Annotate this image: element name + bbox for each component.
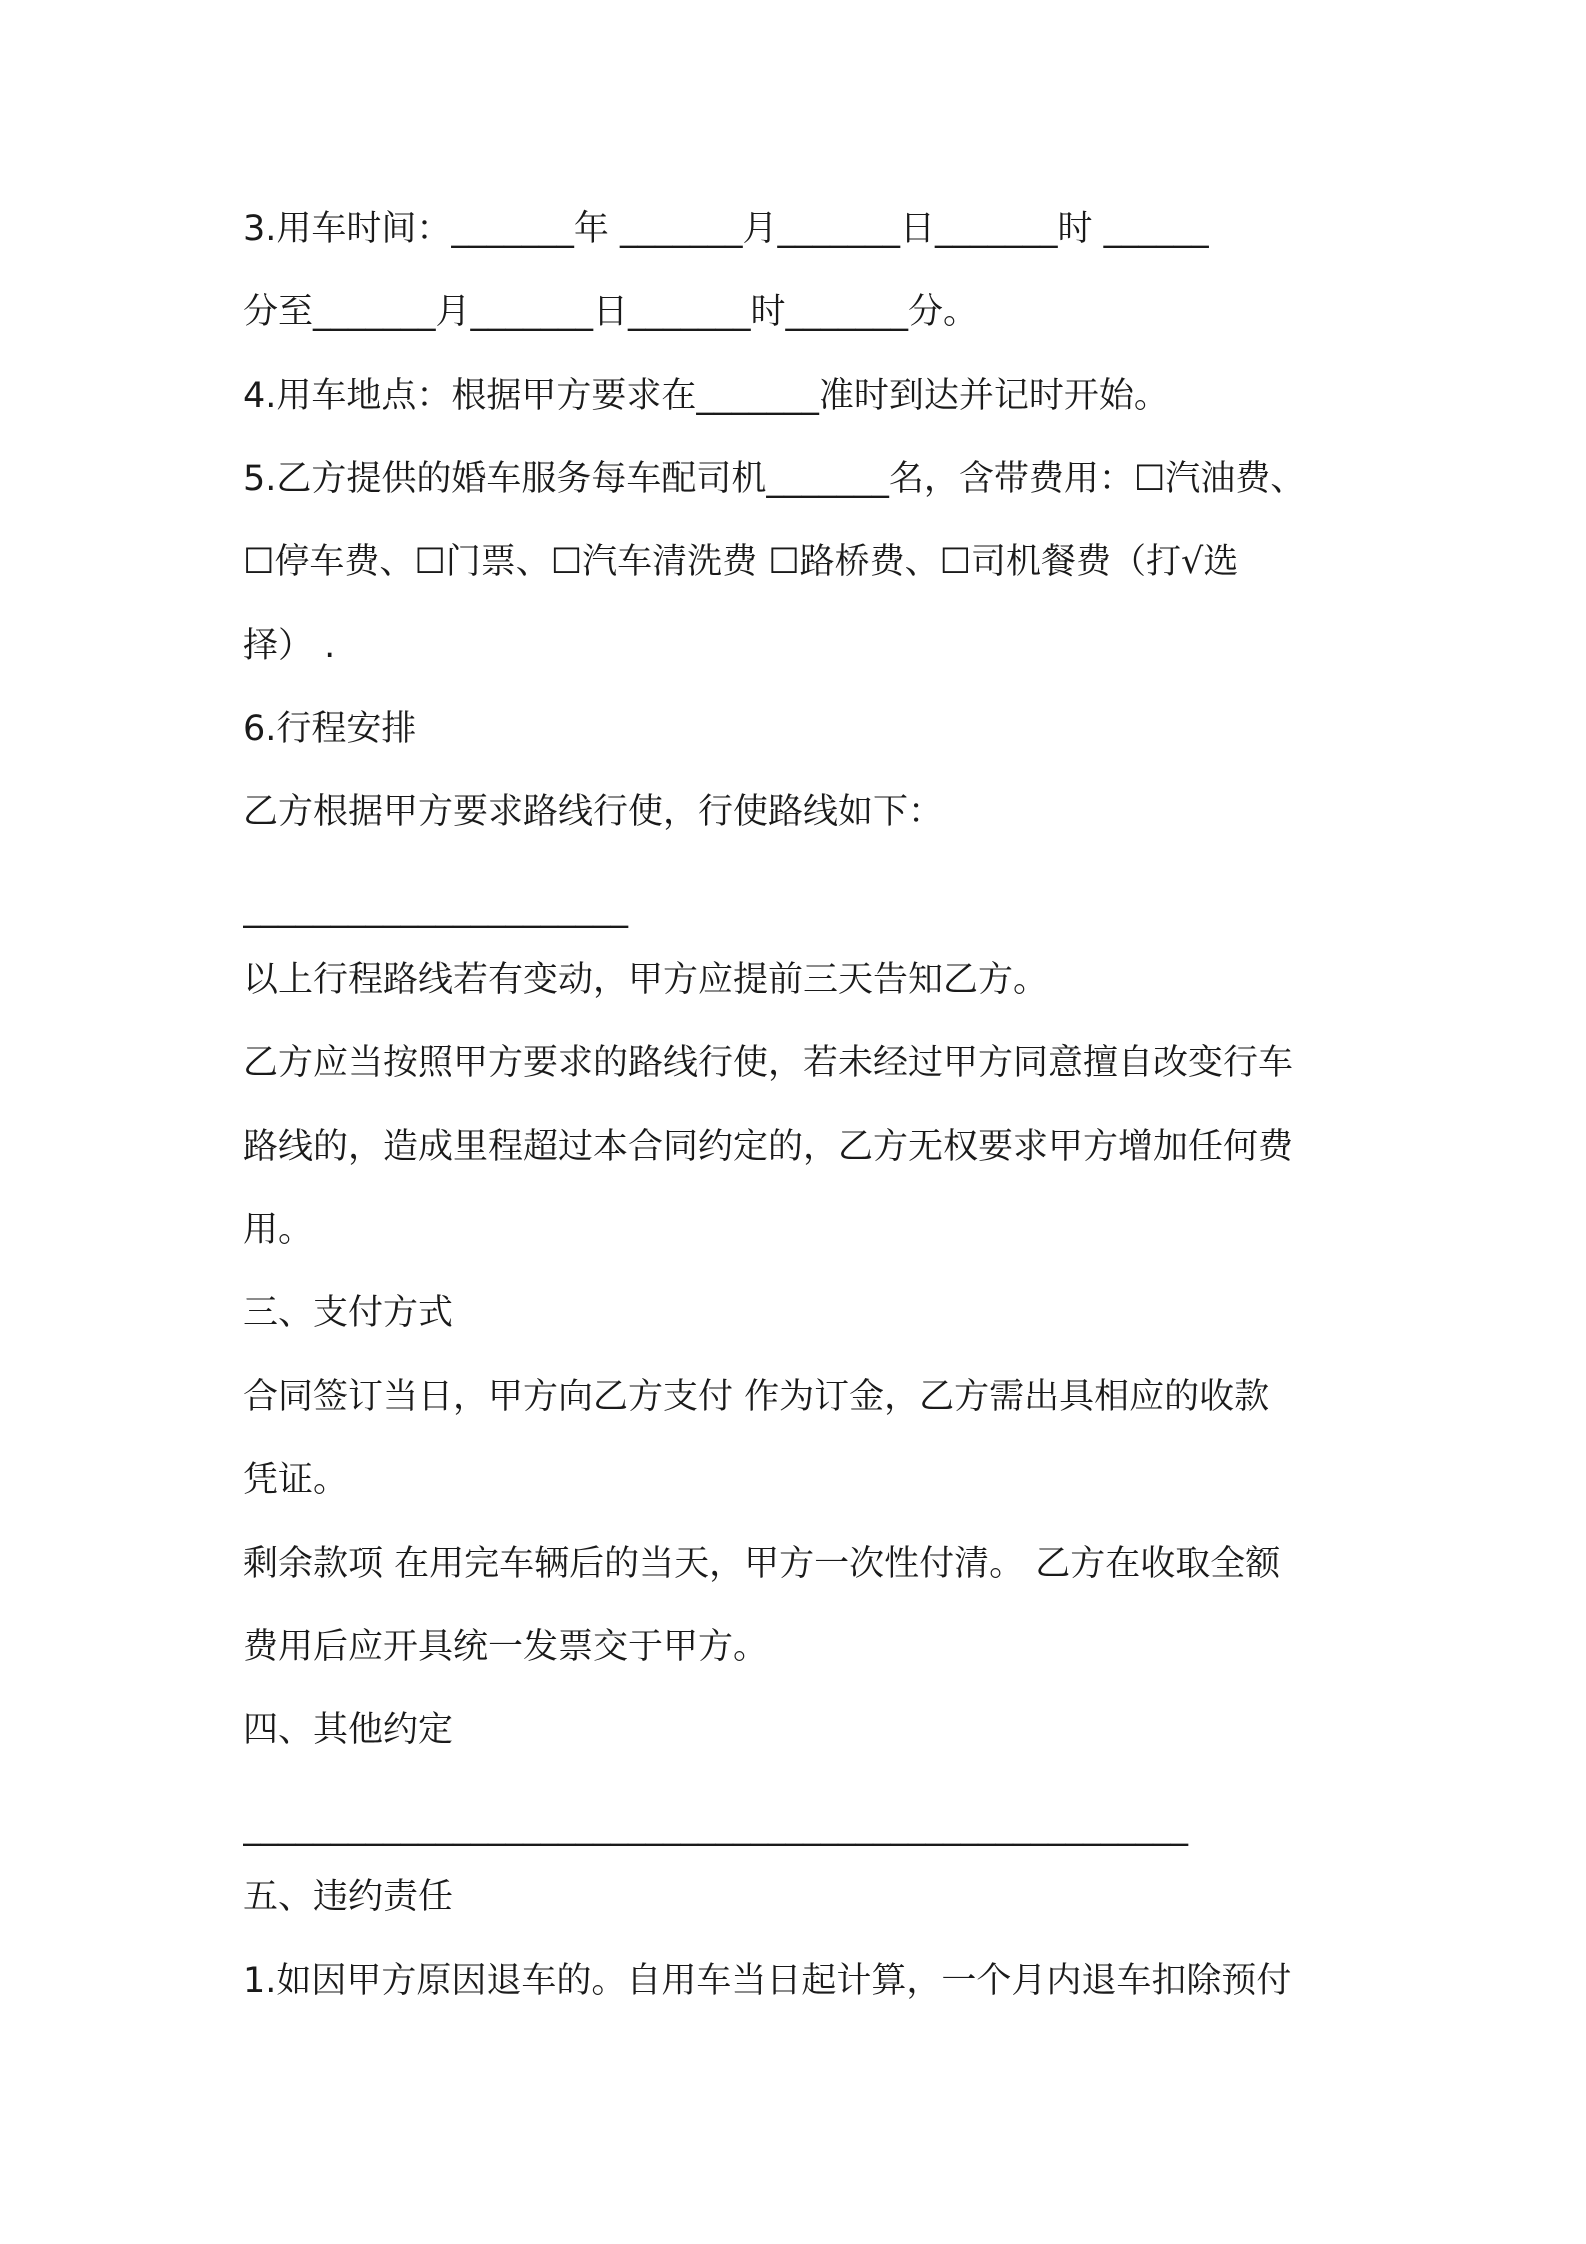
text-line-deposit-2: 凭证。: [243, 1460, 349, 1500]
text-line-route-change: 以上行程路线若有变动，甲方应提前三天告知乙方。: [243, 960, 1049, 1000]
text-line-route-rule-2: 路线的，造成里程超过本合同约定的，乙方无权要求甲方增加任何费: [243, 1127, 1294, 1167]
text-line-other-blank: ______________________________________________________: [243, 1807, 1188, 1847]
text-line-deposit-1: 合同签订当日，甲方向乙方支付 作为订金，乙方需出具相应的收款: [243, 1377, 1270, 1417]
text-line-route-rule-3: 用。: [243, 1210, 314, 1250]
text-line-route-intro: 乙方根据甲方要求路线行使，行使路线如下：: [243, 792, 944, 832]
text-line-use-time-end: 分至_______月_______日_______时_______分。: [243, 292, 979, 332]
text-line-service-fees: 5.乙方提供的婚车服务每车配司机_______名，含带费用：☐汽油费、: [243, 459, 1306, 499]
text-line-select-note: 择） .: [243, 626, 336, 666]
text-line-itinerary-heading: 6.行程安排: [243, 709, 417, 749]
text-line-use-time: 3.用车时间：_______年 _______月_______日_______时 ______: [243, 209, 1209, 249]
section-heading-payment: 三、支付方式: [243, 1293, 454, 1333]
section-heading-other: 四、其他约定: [243, 1710, 454, 1750]
text-line-route-rule-1: 乙方应当按照甲方要求的路线行使，若未经过甲方同意擅自改变行车: [243, 1043, 1294, 1083]
text-line-liability-1: 1.如因甲方原因退车的。自用车当日起计算，一个月内退车扣除预付: [243, 1961, 1292, 2001]
text-line-use-location: 4.用车地点：根据甲方要求在_______准时到达并记时开始。: [243, 376, 1169, 416]
text-line-fee-checkboxes: ☐停车费、☐门票、☐汽车清洗费 ☐路桥费、☐司机餐费（打√选: [243, 542, 1239, 582]
text-line-balance-2: 费用后应开具统一发票交于甲方。: [243, 1627, 769, 1667]
text-line-route-blank: ______________________: [243, 889, 628, 929]
section-heading-liability: 五、违约责任: [243, 1877, 454, 1917]
text-line-balance-1: 剩余款项 在用完车辆后的当天，甲方一次性付清。 乙方在收取全额: [243, 1544, 1281, 1584]
